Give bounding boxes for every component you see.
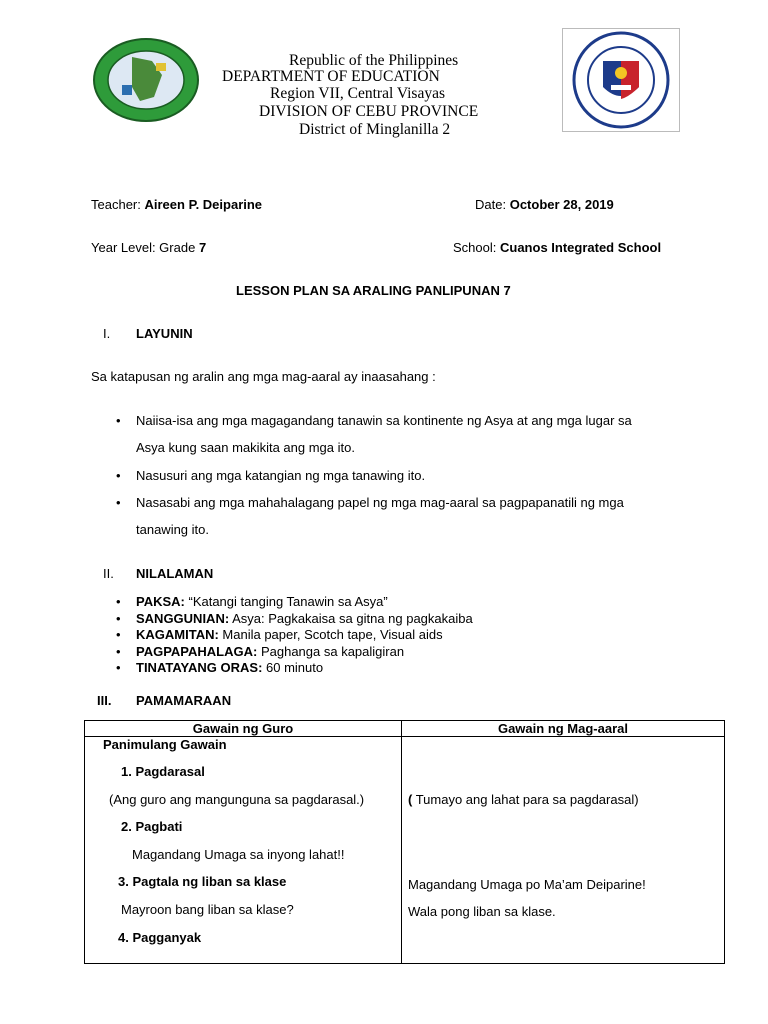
pagpapahalaga-value: Paghanga sa kapaligiran bbox=[257, 644, 405, 659]
date-line bbox=[475, 197, 614, 212]
pagdarasal-text: (Ang guro ang mangunguna sa pagdarasal.) bbox=[109, 792, 365, 807]
bullet-dot: • bbox=[116, 660, 121, 675]
content-item-sanggunian bbox=[136, 611, 473, 626]
col-header-guro: Gawain ng Guro bbox=[85, 721, 402, 737]
year-value: 7 bbox=[198, 240, 207, 255]
teacher-label: Teacher: bbox=[91, 197, 141, 212]
objective-3-line1: Nasasabi ang mga mahahalagang papel ng mga mag-aaral sa pagpapanatili ng mga bbox=[136, 495, 624, 510]
section-3-heading: PAMAMARAAN bbox=[136, 693, 232, 708]
lesson-plan-title: LESSON PLAN SA ARALING PANLIPUNAN 7 bbox=[236, 283, 511, 298]
date-value: October 28, 2019 bbox=[509, 197, 614, 212]
bullet-dot: • bbox=[116, 627, 121, 642]
sanggunian-value: Asya: Pagkakaisa sa gitna ng pagkakaiba bbox=[229, 611, 473, 626]
objectives-intro: Sa katapusan ng aralin ang mga mag-aaral ay inaasahang : bbox=[91, 369, 436, 384]
pagbati-text: Magandang Umaga sa inyong lahat!! bbox=[132, 847, 345, 862]
bullet-dot: • bbox=[116, 644, 121, 659]
teacher-value: Aireen P. Deiparine bbox=[144, 197, 263, 212]
table-header-row bbox=[85, 721, 725, 737]
response-pagtala: Wala pong liban sa klase. bbox=[408, 904, 556, 919]
deped-cebu-seal-logo bbox=[92, 37, 200, 123]
paksa-value: “Katangi tanging Tanawin sa Asya” bbox=[184, 594, 388, 609]
table-row bbox=[85, 737, 725, 964]
content-item-kagamitan bbox=[136, 627, 443, 642]
header-division: DIVISION OF CEBU PROVINCE bbox=[259, 103, 479, 120]
cell-gawain-guro bbox=[85, 737, 402, 964]
bullet-dot: • bbox=[116, 495, 121, 510]
sanggunian-label: SANGGUNIAN: bbox=[136, 611, 230, 626]
school-value: Cuanos Integrated School bbox=[500, 240, 662, 255]
section-2-number: II. bbox=[103, 566, 114, 581]
pagtala-text: Mayroon bang liban sa klase? bbox=[121, 902, 294, 917]
response-pagdarasal-text: Tumayo ang lahat para sa pagdarasal) bbox=[412, 792, 639, 807]
bullet-dot: • bbox=[116, 468, 121, 483]
year-level-line bbox=[91, 240, 206, 255]
content-item-paksa bbox=[136, 594, 388, 609]
objective-1-line2: Asya kung saan makikita ang mga ito. bbox=[136, 440, 355, 455]
step-pagtala: 3. Pagtala ng liban sa klase bbox=[118, 874, 287, 889]
step-pagdarasal: 1. Pagdarasal bbox=[121, 764, 205, 779]
col-header-magaaral: Gawain ng Mag-aaral bbox=[402, 721, 725, 737]
kagamitan-label: KAGAMITAN: bbox=[136, 627, 219, 642]
header-region: Region VII, Central Visayas bbox=[270, 85, 445, 102]
paksa-label: PAKSA: bbox=[136, 594, 185, 609]
objective-1-line1: Naiisa-isa ang mga magagandang tanawin sa kontinente ng Asya at ang mga lugar sa bbox=[136, 413, 632, 428]
step-pagganyak: 4. Pagganyak bbox=[118, 930, 202, 945]
step-pagbati: 2. Pagbati bbox=[121, 819, 183, 834]
paren-open: ( bbox=[408, 792, 413, 807]
pagpapahalaga-label: PAGPAPAHALAGA: bbox=[136, 644, 258, 659]
section-3-number: III. bbox=[97, 693, 112, 708]
cell-gawain-magaaral bbox=[402, 737, 725, 964]
bullet-dot: • bbox=[116, 413, 121, 428]
header-department: DEPARTMENT OF EDUCATION bbox=[222, 68, 440, 85]
date-label: Date: bbox=[475, 197, 507, 212]
school-label: School: bbox=[453, 240, 497, 255]
objective-2: Nasusuri ang mga katangian ng mga tanawing ito. bbox=[136, 468, 426, 483]
year-label: Year Level: Grade bbox=[91, 240, 196, 255]
response-pagdarasal bbox=[408, 792, 639, 807]
response-pagbati: Magandang Umaga po Ma’am Deiparine! bbox=[408, 877, 646, 892]
section-1-number: I. bbox=[103, 326, 111, 341]
oras-value: 60 minuto bbox=[262, 660, 324, 675]
deped-national-seal-logo bbox=[562, 28, 680, 132]
content-item-oras bbox=[136, 660, 323, 675]
kagamitan-value: Manila paper, Scotch tape, Visual aids bbox=[218, 627, 443, 642]
header-district: District of Minglanilla 2 bbox=[299, 121, 451, 138]
oras-label: TINATAYANG ORAS: bbox=[136, 660, 263, 675]
school-line bbox=[453, 240, 661, 255]
section-2-heading: NILALAMAN bbox=[136, 566, 214, 581]
content-item-pagpapahalaga bbox=[136, 644, 404, 659]
teacher-line bbox=[91, 197, 262, 212]
bullet-dot: • bbox=[116, 594, 121, 609]
panimulang-gawain: Panimulang Gawain bbox=[103, 737, 227, 752]
procedure-table bbox=[84, 720, 725, 964]
bullet-dot: • bbox=[116, 611, 121, 626]
objective-3-line2: tanawing ito. bbox=[136, 522, 209, 537]
header-republic: Republic of the Philippines bbox=[289, 52, 459, 69]
section-1-heading: LAYUNIN bbox=[136, 326, 193, 341]
